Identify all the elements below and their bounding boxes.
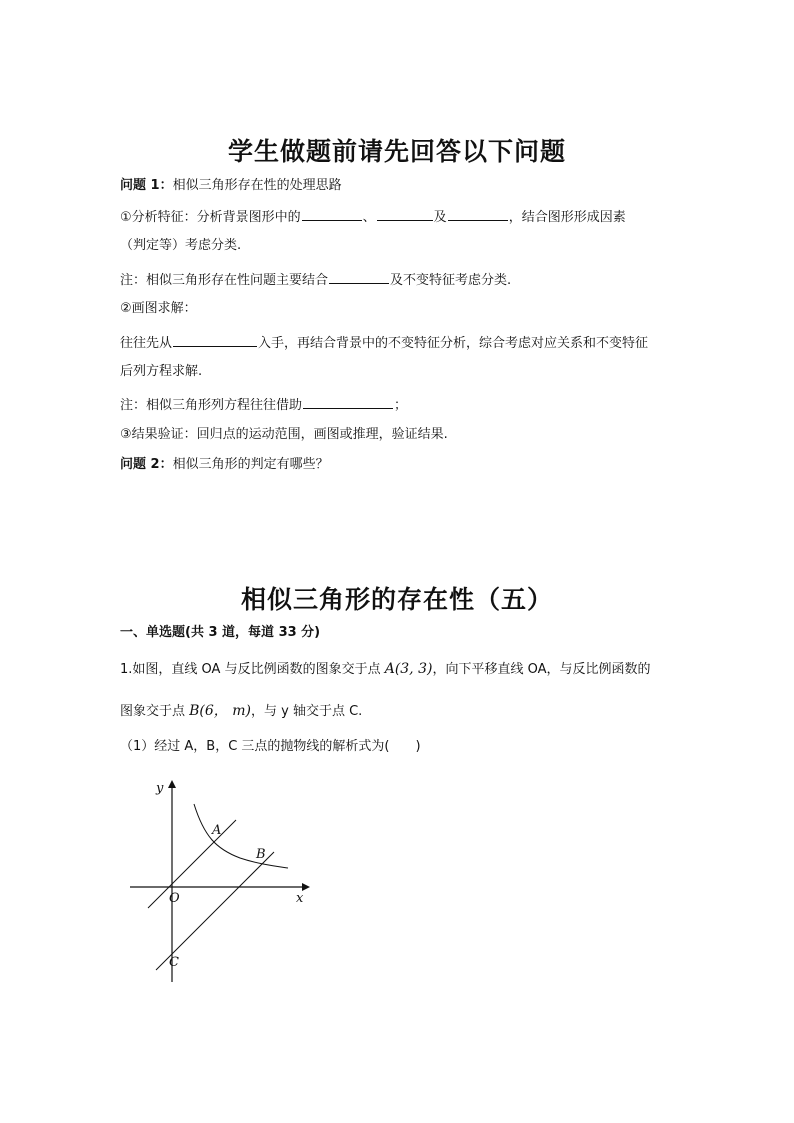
label-c: C xyxy=(169,955,179,970)
question-2-label: 问题 2： xyxy=(120,457,173,472)
problem-text-b: ，向下平移直线 OA，与反比例函数的 xyxy=(432,662,651,677)
answer-blank-4[interactable] xyxy=(329,270,389,284)
step-2: ②画图求解： xyxy=(120,301,197,316)
step-3: ③结果验证：回归点的运动范围，画图或推理，验证结果. xyxy=(120,427,448,442)
label-b: B xyxy=(256,847,266,862)
problem-text-c: 图象交于点 xyxy=(120,704,190,719)
label-x: x xyxy=(296,891,304,906)
section-heading: 一、单选题(共 3 道，每道 33 分) xyxy=(120,625,321,640)
answer-blank-1[interactable] xyxy=(302,207,362,221)
note-1-text-b: 及不变特征考虑分类. xyxy=(390,273,512,288)
question-1-text: 相似三角形存在性的处理思路 xyxy=(172,178,342,193)
label-y: y xyxy=(156,781,164,796)
pre-question-title: 学生做题前请先回答以下问题 xyxy=(227,137,566,166)
figure-svg xyxy=(120,770,320,985)
topic-title: 相似三角形的存在性（五） xyxy=(240,585,553,614)
question-1 xyxy=(120,177,680,195)
answer-blank-3[interactable] xyxy=(448,207,508,221)
question-2-text: 相似三角形的判定有哪些？ xyxy=(172,457,329,472)
note-2-text-a: 注：相似三角形列方程往往借助 xyxy=(120,398,303,413)
step-1-text-b: ，结合图形形成因素 xyxy=(508,210,626,225)
step-1-sep-2: 及 xyxy=(433,210,447,225)
note-2 xyxy=(120,395,680,415)
problem-line-1 xyxy=(120,660,680,679)
sub-question-1: （1）经过 A，B，C 三点的抛物线的解析式为( ) xyxy=(120,739,421,754)
step-1-text-a: ①分析特征：分析背景图形中的 xyxy=(120,210,301,225)
step-1-continued: （判定等）考虑分类. xyxy=(120,238,242,253)
note-1-text-a: 注：相似三角形存在性问题主要结合 xyxy=(120,273,329,288)
point-a-coord: A(3, 3) xyxy=(384,661,433,677)
line-bc xyxy=(156,852,274,970)
hyperbola-curve xyxy=(194,804,288,868)
problem-text-a: 1.如图，直线 OA 与反比例函数的图象交于点 xyxy=(120,662,385,677)
line-oa xyxy=(148,820,236,908)
step-1-sep-1: 、 xyxy=(362,210,376,225)
answer-blank-6[interactable] xyxy=(303,395,393,409)
answer-blank-5[interactable] xyxy=(173,333,257,347)
step-2-line-1 xyxy=(120,333,680,353)
problem-text-d: ，与 y 轴交于点 C. xyxy=(251,704,363,719)
coordinate-figure xyxy=(120,770,320,985)
note-2-text-b: ； xyxy=(394,398,408,413)
step-1 xyxy=(120,207,680,227)
question-2 xyxy=(120,456,680,474)
label-a: A xyxy=(212,823,222,838)
question-1-label: 问题 1： xyxy=(120,178,173,193)
y-axis-arrow xyxy=(168,780,176,788)
x-axis-arrow xyxy=(302,883,310,891)
answer-blank-2[interactable] xyxy=(377,207,433,221)
step-2-line-2: 后列方程求解. xyxy=(120,364,203,379)
step-2-text-a: 往往先从 xyxy=(120,336,173,351)
label-o: O xyxy=(169,891,180,906)
point-b-coord: B(6， m) xyxy=(189,703,251,719)
problem-line-2 xyxy=(120,702,680,721)
note-1 xyxy=(120,270,680,290)
step-2-text-b: 入手，再结合背景中的不变特征分析，综合考虑对应关系和不变特征 xyxy=(258,336,649,351)
